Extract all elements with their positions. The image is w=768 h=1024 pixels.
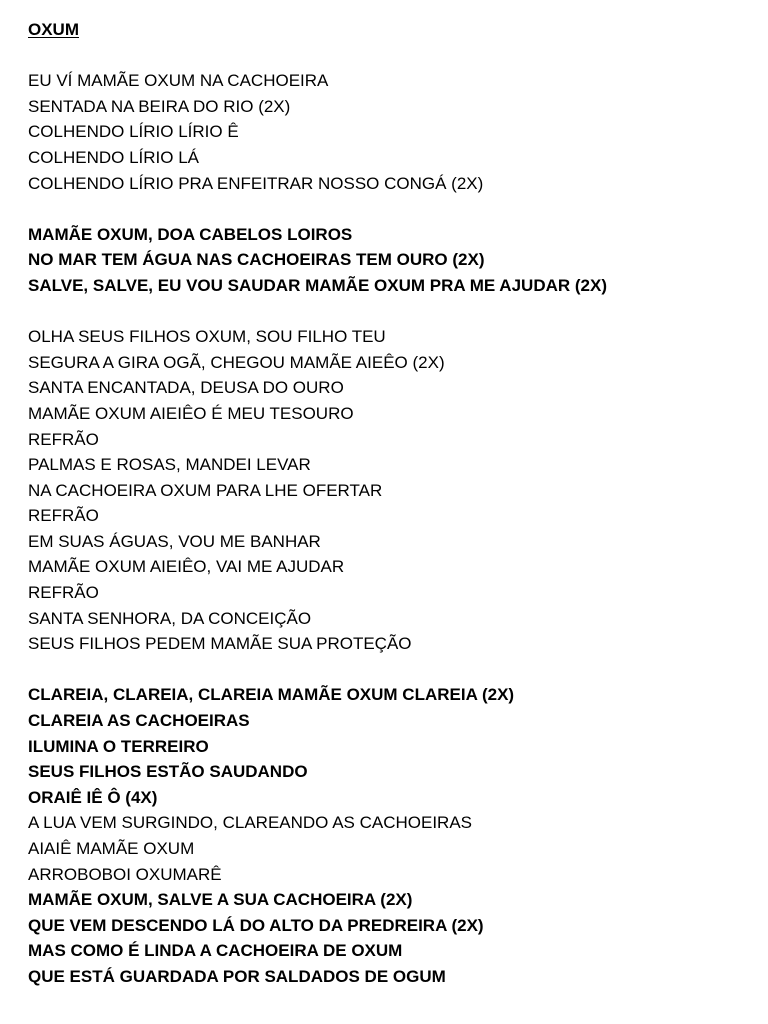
verse-line: SANTA ENCANTADA, DEUSA DO OURO (28, 378, 344, 398)
chorus-line: ORAIÊ IÊ Ô (4X) (28, 787, 158, 807)
stanza (28, 682, 758, 989)
chorus-line: CLAREIA, CLAREIA, CLAREIA MAMÃE OXUM CLAREIA (2X) (28, 685, 515, 705)
verse-line: EU VÍ MAMÃE OXUM NA CACHOEIRA (28, 71, 329, 91)
verse-line: AIAIÊ MAMÃE OXUM (28, 839, 195, 858)
verse-line: MAMÃE OXUM AIEIÊO É MEU TESOURO (28, 403, 354, 423)
verse-line: EM SUAS ÁGUAS, VOU ME BANHAR (28, 531, 321, 551)
stanza-spacer (28, 43, 758, 69)
chorus-line: MAS COMO É LINDA A CACHOEIRA DE OXUM (28, 941, 403, 961)
chorus-line: SALVE, SALVE, EU VOU SAUDAR MAMÃE OXUM PRA ME AJUDAR (2X) (28, 275, 607, 295)
verse-line: SANTA SENHORA, DA CONCEIÇÃO (28, 608, 312, 628)
verse-line: SEGURA A GIRA OGÃ, CHEGOU MAMÃE AIEÊO (2X) (28, 352, 445, 372)
chorus-line: MAMÃE OXUM, DOA CABELOS LOIROS (28, 224, 353, 244)
verse-line: SENTADA NA BEIRA DO RIO (2X) (28, 96, 291, 116)
stanza-spacer (28, 196, 758, 222)
verse-line: SEUS FILHOS PEDEM MAMÃE SUA PROTEÇÃO (28, 634, 412, 654)
chorus-line: MAMÃE OXUM, SALVE A SUA CACHOEIRA (2X) (28, 890, 413, 910)
verse-line: NA CACHOEIRA OXUM PARA LHE OFERTAR (28, 480, 383, 500)
verse-line: REFRÃO (28, 506, 99, 526)
chorus-line: QUE ESTÁ GUARDADA POR SALDADOS DE OGUM (28, 966, 446, 986)
verse-line: PALMAS E ROSAS, MANDEI LEVAR (28, 455, 311, 475)
verse-line: COLHENDO LÍRIO LÁ (28, 147, 199, 167)
verse-line: COLHENDO LÍRIO LÍRIO Ê (28, 122, 239, 142)
verse-line: A LUA VEM SURGINDO, CLAREANDO AS CACHOEIRAS (28, 813, 473, 833)
verse-line: OLHA SEUS FILHOS OXUM, SOU FILHO TEU (28, 327, 386, 347)
stanza-spacer (28, 299, 758, 325)
song-title: OXUM (28, 20, 79, 39)
verse-line: REFRÃO (28, 429, 99, 449)
lyrics-document (28, 17, 758, 990)
lyrics-body (28, 43, 758, 990)
verse-line: MAMÃE OXUM AIEIÊO, VAI ME AJUDAR (28, 557, 345, 577)
chorus-line: NO MAR TEM ÁGUA NAS CACHOEIRAS TEM OURO (2X) (28, 250, 485, 270)
verse-line: REFRÃO (28, 583, 99, 603)
chorus-line: QUE VEM DESCENDO LÁ DO ALTO DA PREDREIRA (2X) (28, 915, 484, 935)
stanza-spacer (28, 657, 758, 683)
verse-line: ARROBOBOI OXUMARÊ (28, 864, 222, 884)
chorus-line: SEUS FILHOS ESTÃO SAUDANDO (28, 762, 308, 782)
stanza (28, 324, 758, 657)
chorus-line: CLAREIA AS CACHOEIRAS (28, 711, 250, 731)
verse-line: COLHENDO LÍRIO PRA ENFEITRAR NOSSO CONGÁ (2X) (28, 173, 484, 193)
stanza (28, 222, 758, 299)
stanza (28, 68, 758, 196)
chorus-line: ILUMINA O TERREIRO (28, 736, 209, 756)
